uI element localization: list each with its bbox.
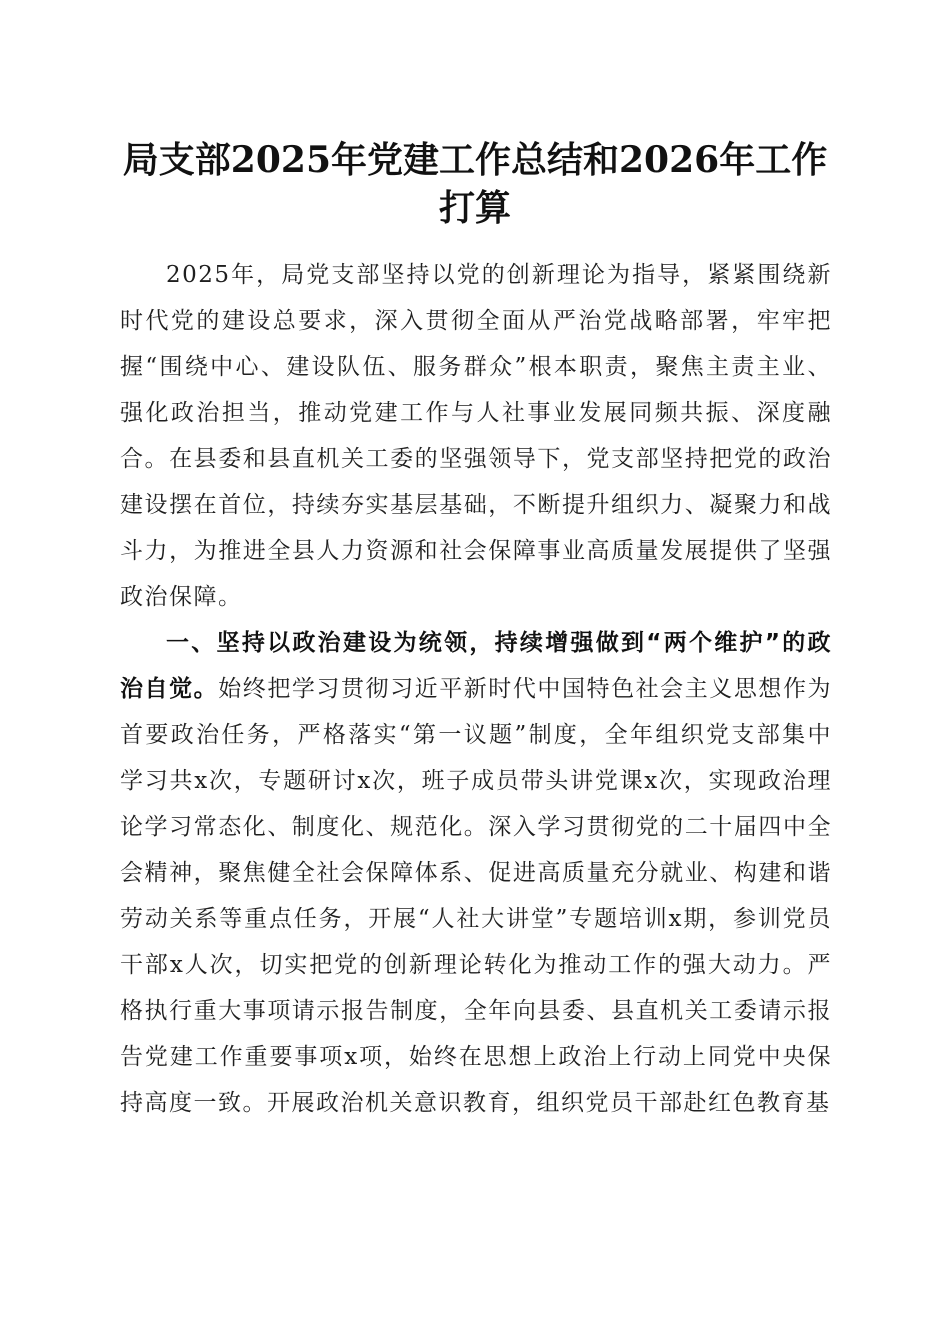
- document-title: 局支部2025年党建工作总结和2026年工作打算: [122, 139, 828, 229]
- document-body: [120, 252, 832, 1126]
- section-1-heading: 一、坚持以政治建设为统领，持续增强做到“两个维护”的政治自觉。: [120, 630, 832, 702]
- intro-paragraph: 2025年，局党支部坚持以党的创新理论为指导，紧紧围绕新时代党的建设总要求，深入贯彻全面从严治党战略部署，牢牢把握“围绕中心、建设队伍、服务群众”根本职责，聚焦主责主业、强化政治担当，推动党建工作与人社事业发展同频共振、深度融合。在县委和县直机关工委的坚强领导下，党支部坚持把党的政治建设摆在首位，持续夯实基层基础，不断提升组织力、凝聚力和战斗力，为推进全县人力资源和社会保障事业高质量发展提供了坚强政治保障。: [120, 262, 832, 610]
- section-1-paragraph: [120, 620, 832, 1126]
- section-1-body: 始终把学习贯彻习近平新时代中国特色社会主义思想作为首要政治任务，严格落实“第一议题”制度，全年组织党支部集中学习共x次，专题研讨x次，班子成员带头讲党课x次，实现政治理论学习常态化、制度化、规范化。深入学习贯彻党的二十届四中全会精神，聚焦健全社会保障体系、促进高质量充分就业、构建和谐劳动关系等重点任务，开展“人社大讲堂”专题培训x期，参训党员干部x人次，切实把党的创新理论转化为推动工作的强大动力。严格执行重大事项请示报告制度，全年向县委、县直机关工委请示报告党建工作重要事项x项，始终在思想上政治上行动上同党中央保持高度一致。开展政治机关意识教育，组织党员干部赴红色教育基: [120, 676, 833, 1116]
